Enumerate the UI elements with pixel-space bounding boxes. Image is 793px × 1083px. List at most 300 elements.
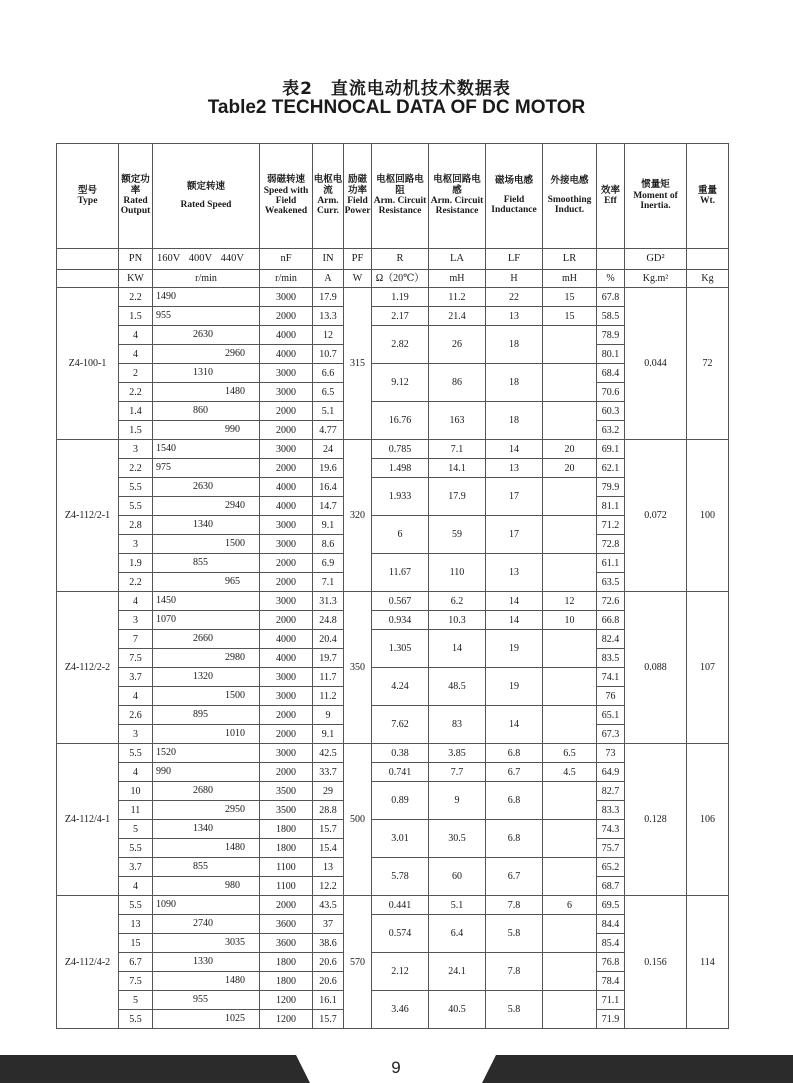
field-weakened-speed-cell: 1100	[260, 877, 313, 896]
field-weakened-speed-cell: 1800	[260, 839, 313, 858]
rated-output-cell: 3	[119, 611, 153, 630]
page-number: 9	[391, 1058, 401, 1077]
field-weakened-speed-cell: 3000	[260, 516, 313, 535]
efficiency-cell: 73	[597, 744, 625, 763]
efficiency-cell: 84.4	[597, 915, 625, 934]
unit-weak-speed: r/min	[260, 270, 313, 288]
rated-speed-value: 1090	[156, 899, 176, 910]
smoothing-inductance-cell	[543, 991, 597, 1029]
motor-type-cell: Z4-112/4-1	[57, 744, 119, 896]
header-efficiency: 效率 Eff	[597, 144, 625, 249]
arm-resistance-cell: 2.82	[372, 326, 429, 364]
header-field-power: 励磁功率 Field Power	[344, 144, 372, 249]
header-arm-circuit-resistance: 电枢回路电阻 Arm. Circuit Resistance	[372, 144, 429, 249]
rated-speed-value: 965	[225, 576, 240, 587]
rated-speed-value: 1520	[156, 747, 176, 758]
arm-inductance-cell: 6.4	[429, 915, 486, 953]
efficiency-cell: 78.9	[597, 326, 625, 345]
field-weakened-speed-cell: 1800	[260, 972, 313, 991]
arm-inductance-cell: 26	[429, 326, 486, 364]
field-weakened-speed-cell: 2000	[260, 896, 313, 915]
header-row	[57, 144, 729, 249]
armature-current-cell: 20.4	[313, 630, 344, 649]
header-type: 型号 Type	[57, 144, 119, 249]
rated-output-cell: 3.7	[119, 858, 153, 877]
armature-current-cell: 6.5	[313, 383, 344, 402]
efficiency-cell: 74.3	[597, 820, 625, 839]
motor-type-cell: Z4-112/2-1	[57, 440, 119, 592]
armature-current-cell: 37	[313, 915, 344, 934]
arm-inductance-cell: 163	[429, 402, 486, 440]
arm-inductance-cell: 6.2	[429, 592, 486, 611]
armature-current-cell: 12	[313, 326, 344, 345]
field-inductance-cell: 14	[486, 706, 543, 744]
smoothing-inductance-cell: 6.5	[543, 744, 597, 763]
armature-current-cell: 19.6	[313, 459, 344, 478]
field-weakened-speed-cell: 4000	[260, 497, 313, 516]
rated-speed-cell	[153, 896, 260, 915]
header-speed-field-weakened: 弱磁转速 Speed with Field Weakened	[260, 144, 313, 249]
rated-speed-value: 2630	[193, 481, 213, 492]
rated-speed-cell	[153, 554, 260, 573]
symbol-row	[57, 249, 729, 270]
arm-inductance-cell: 40.5	[429, 991, 486, 1029]
rated-speed-value: 2960	[225, 348, 245, 359]
arm-resistance-cell: 1.19	[372, 288, 429, 307]
header-moment-of-inertia: 惯量矩 Moment of Inertia.	[625, 144, 687, 249]
rated-output-cell: 5.5	[119, 497, 153, 516]
field-weakened-speed-cell: 2000	[260, 307, 313, 326]
arm-inductance-cell: 17.9	[429, 478, 486, 516]
rated-speed-value: 975	[156, 462, 171, 473]
smoothing-inductance-cell	[543, 820, 597, 858]
field-weakened-speed-cell: 3600	[260, 915, 313, 934]
armature-current-cell: 9.1	[313, 516, 344, 535]
rated-output-cell: 13	[119, 915, 153, 934]
arm-inductance-cell: 48.5	[429, 668, 486, 706]
smoothing-inductance-cell: 10	[543, 611, 597, 630]
table-row	[57, 592, 729, 611]
smoothing-inductance-cell: 20	[543, 459, 597, 478]
moment-of-inertia-cell: 0.072	[625, 440, 687, 592]
arm-resistance-cell: 1.933	[372, 478, 429, 516]
field-inductance-cell: 6.7	[486, 858, 543, 896]
rated-speed-value: 2630	[193, 329, 213, 340]
field-weakened-speed-cell: 3000	[260, 668, 313, 687]
symbol-pn: PN	[119, 249, 153, 270]
smoothing-inductance-cell	[543, 630, 597, 668]
field-weakened-speed-cell: 4000	[260, 478, 313, 497]
header-rated-speed: 额定转速 Rated Speed	[153, 144, 260, 249]
rated-speed-value: 855	[193, 861, 208, 872]
field-weakened-speed-cell: 2000	[260, 573, 313, 592]
arm-resistance-cell: 0.741	[372, 763, 429, 782]
field-weakened-speed-cell: 2000	[260, 725, 313, 744]
efficiency-cell: 78.4	[597, 972, 625, 991]
rated-speed-cell	[153, 497, 260, 516]
field-inductance-cell: 6.8	[486, 744, 543, 763]
efficiency-cell: 70.6	[597, 383, 625, 402]
rated-speed-cell	[153, 744, 260, 763]
arm-resistance-cell: 6	[372, 516, 429, 554]
arm-inductance-cell: 14	[429, 630, 486, 668]
rated-output-cell: 7.5	[119, 972, 153, 991]
field-inductance-cell: 7.8	[486, 953, 543, 991]
rated-output-cell: 5.5	[119, 1010, 153, 1029]
armature-current-cell: 33.7	[313, 763, 344, 782]
rated-output-cell: 4	[119, 763, 153, 782]
rated-output-cell: 4	[119, 877, 153, 896]
rated-speed-cell	[153, 573, 260, 592]
rated-speed-cell	[153, 801, 260, 820]
arm-inductance-cell: 30.5	[429, 820, 486, 858]
field-inductance-cell: 14	[486, 611, 543, 630]
rated-speed-value: 860	[193, 405, 208, 416]
unit-resistance: Ω（20℃）	[372, 270, 429, 288]
smoothing-inductance-cell	[543, 554, 597, 592]
weight-cell: 114	[687, 896, 729, 1029]
rated-output-cell: 4	[119, 345, 153, 364]
field-weakened-speed-cell: 2000	[260, 459, 313, 478]
rated-output-cell: 7	[119, 630, 153, 649]
arm-resistance-cell: 0.574	[372, 915, 429, 953]
field-inductance-cell: 19	[486, 668, 543, 706]
armature-current-cell: 13.3	[313, 307, 344, 326]
rated-speed-value: 1480	[225, 842, 245, 853]
rated-speed-cell	[153, 725, 260, 744]
unit-row	[57, 270, 729, 288]
efficiency-cell: 61.1	[597, 554, 625, 573]
field-inductance-cell: 13	[486, 554, 543, 592]
efficiency-cell: 75.7	[597, 839, 625, 858]
rated-speed-cell	[153, 630, 260, 649]
armature-current-cell: 29	[313, 782, 344, 801]
symbol-voltages: 160V 400V 440V	[153, 249, 260, 270]
rated-output-cell: 15	[119, 934, 153, 953]
rated-output-cell: 11	[119, 801, 153, 820]
arm-inductance-cell: 86	[429, 364, 486, 402]
rated-speed-value: 2940	[225, 500, 245, 511]
armature-current-cell: 31.3	[313, 592, 344, 611]
smoothing-inductance-cell	[543, 478, 597, 516]
arm-inductance-cell: 5.1	[429, 896, 486, 915]
rated-speed-value: 1070	[156, 614, 176, 625]
field-weakened-speed-cell: 1800	[260, 820, 313, 839]
armature-current-cell: 20.6	[313, 972, 344, 991]
field-weakened-speed-cell: 4000	[260, 345, 313, 364]
armature-current-cell: 16.1	[313, 991, 344, 1010]
efficiency-cell: 76	[597, 687, 625, 706]
header-arm-current: 电枢电流 Arm. Curr.	[313, 144, 344, 249]
smoothing-inductance-cell	[543, 326, 597, 364]
field-inductance-cell: 6.8	[486, 782, 543, 820]
page-title-english: Table2 TECHNOCAL DATA OF DC MOTOR	[207, 97, 586, 118]
armature-current-cell: 17.9	[313, 288, 344, 307]
rated-speed-cell	[153, 440, 260, 459]
smoothing-inductance-cell	[543, 953, 597, 991]
symbol-r: R	[372, 249, 429, 270]
arm-resistance-cell: 1.498	[372, 459, 429, 478]
rated-speed-value: 990	[225, 424, 240, 435]
field-power-cell: 570	[344, 896, 372, 1029]
field-inductance-cell: 7.8	[486, 896, 543, 915]
field-weakened-speed-cell: 3000	[260, 440, 313, 459]
arm-inductance-cell: 14.1	[429, 459, 486, 478]
rated-output-cell: 4	[119, 687, 153, 706]
unit-speed: r/min	[153, 270, 260, 288]
efficiency-cell: 65.2	[597, 858, 625, 877]
smoothing-inductance-cell	[543, 364, 597, 402]
rated-speed-cell	[153, 782, 260, 801]
field-weakened-speed-cell: 2000	[260, 763, 313, 782]
rated-speed-value: 1500	[225, 538, 245, 549]
arm-resistance-cell: 3.01	[372, 820, 429, 858]
field-weakened-speed-cell: 3000	[260, 744, 313, 763]
rated-output-cell: 2.2	[119, 383, 153, 402]
rated-speed-cell	[153, 535, 260, 554]
field-weakened-speed-cell: 3000	[260, 364, 313, 383]
rated-speed-value: 3035	[225, 937, 245, 948]
rated-speed-value: 1340	[193, 519, 213, 530]
rated-speed-value: 955	[156, 310, 171, 321]
rated-speed-value: 1010	[225, 728, 245, 739]
efficiency-cell: 68.4	[597, 364, 625, 383]
rated-speed-value: 990	[156, 766, 171, 777]
rated-speed-value: 2680	[193, 785, 213, 796]
unit-power: W	[344, 270, 372, 288]
rated-speed-value: 1330	[193, 956, 213, 967]
rated-output-cell: 2.6	[119, 706, 153, 725]
rated-output-cell: 2.2	[119, 288, 153, 307]
weight-cell: 107	[687, 592, 729, 744]
table-row	[57, 744, 729, 763]
armature-current-cell: 12.2	[313, 877, 344, 896]
rated-output-cell: 1.9	[119, 554, 153, 573]
arm-resistance-cell: 0.38	[372, 744, 429, 763]
efficiency-cell: 79.9	[597, 478, 625, 497]
header-field-inductance: 磁场电感 Field Inductance	[486, 144, 543, 249]
rated-speed-value: 955	[193, 994, 208, 1005]
armature-current-cell: 19.7	[313, 649, 344, 668]
efficiency-cell: 72.6	[597, 592, 625, 611]
rated-output-cell: 2.2	[119, 573, 153, 592]
rated-speed-cell	[153, 706, 260, 725]
armature-current-cell: 8.6	[313, 535, 344, 554]
rated-speed-cell	[153, 307, 260, 326]
motor-type-cell: Z4-112/2-2	[57, 592, 119, 744]
armature-current-cell: 20.6	[313, 953, 344, 972]
field-weakened-speed-cell: 1200	[260, 991, 313, 1010]
smoothing-inductance-cell: 4.5	[543, 763, 597, 782]
armature-current-cell: 11.2	[313, 687, 344, 706]
rated-output-cell: 2	[119, 364, 153, 383]
arm-inductance-cell: 24.1	[429, 953, 486, 991]
rated-output-cell: 3.7	[119, 668, 153, 687]
unit-efficiency: %	[597, 270, 625, 288]
field-inductance-cell: 19	[486, 630, 543, 668]
rated-output-cell: 2.8	[119, 516, 153, 535]
field-weakened-speed-cell: 3000	[260, 687, 313, 706]
armature-current-cell: 6.6	[313, 364, 344, 383]
smoothing-inductance-cell: 15	[543, 307, 597, 326]
page-title-chinese: 表2 直流电动机技术数据表	[282, 79, 511, 99]
weight-cell: 72	[687, 288, 729, 440]
rated-output-cell: 3	[119, 535, 153, 554]
field-inductance-cell: 17	[486, 478, 543, 516]
rated-speed-value: 1025	[225, 1013, 245, 1024]
field-weakened-speed-cell: 4000	[260, 649, 313, 668]
arm-resistance-cell: 2.12	[372, 953, 429, 991]
armature-current-cell: 14.7	[313, 497, 344, 516]
arm-resistance-cell: 9.12	[372, 364, 429, 402]
efficiency-cell: 66.8	[597, 611, 625, 630]
arm-resistance-cell: 11.67	[372, 554, 429, 592]
rated-output-cell: 5	[119, 991, 153, 1010]
rated-speed-cell	[153, 953, 260, 972]
field-weakened-speed-cell: 3600	[260, 934, 313, 953]
armature-current-cell: 10.7	[313, 345, 344, 364]
rated-speed-cell	[153, 402, 260, 421]
header-smoothing-inductance: 外接电感 Smoothing Induct.	[543, 144, 597, 249]
symbol-lf: LF	[486, 249, 543, 270]
field-inductance-cell: 6.8	[486, 820, 543, 858]
field-inductance-cell: 13	[486, 307, 543, 326]
rated-speed-cell	[153, 668, 260, 687]
header-arm-circuit-inductance: 电枢回路电感 Arm. Circuit Resistance	[429, 144, 486, 249]
field-inductance-cell: 18	[486, 326, 543, 364]
rated-output-cell: 3	[119, 440, 153, 459]
rated-output-cell: 7.5	[119, 649, 153, 668]
arm-inductance-cell: 10.3	[429, 611, 486, 630]
smoothing-inductance-cell: 6	[543, 896, 597, 915]
rated-speed-value: 1340	[193, 823, 213, 834]
arm-resistance-cell: 0.785	[372, 440, 429, 459]
efficiency-cell: 67.8	[597, 288, 625, 307]
efficiency-cell: 71.1	[597, 991, 625, 1010]
rated-speed-value: 1310	[193, 367, 213, 378]
rated-output-cell: 6.7	[119, 953, 153, 972]
field-weakened-speed-cell: 3000	[260, 288, 313, 307]
rated-speed-cell	[153, 858, 260, 877]
arm-inductance-cell: 7.1	[429, 440, 486, 459]
arm-resistance-cell: 3.46	[372, 991, 429, 1029]
field-inductance-cell: 18	[486, 364, 543, 402]
moment-of-inertia-cell: 0.156	[625, 896, 687, 1029]
rated-speed-cell	[153, 516, 260, 535]
efficiency-cell: 85.4	[597, 934, 625, 953]
field-inductance-cell: 5.8	[486, 991, 543, 1029]
efficiency-cell: 60.3	[597, 402, 625, 421]
field-inductance-cell: 18	[486, 402, 543, 440]
efficiency-cell: 65.1	[597, 706, 625, 725]
rated-speed-cell	[153, 459, 260, 478]
smoothing-inductance-cell	[543, 402, 597, 440]
arm-inductance-cell: 9	[429, 782, 486, 820]
rated-output-cell: 5.5	[119, 478, 153, 497]
smoothing-inductance-cell: 15	[543, 288, 597, 307]
armature-current-cell: 9	[313, 706, 344, 725]
unit-kw: KW	[119, 270, 153, 288]
armature-current-cell: 16.4	[313, 478, 344, 497]
rated-speed-value: 1480	[225, 386, 245, 397]
rated-speed-cell	[153, 839, 260, 858]
arm-resistance-cell: 0.934	[372, 611, 429, 630]
rated-speed-cell	[153, 915, 260, 934]
smoothing-inductance-cell	[543, 915, 597, 953]
motor-data-table	[56, 143, 729, 1029]
symbol-in: IN	[313, 249, 344, 270]
field-weakened-speed-cell: 2000	[260, 554, 313, 573]
header-rated-output: 额定功率 Rated Output	[119, 144, 153, 249]
armature-current-cell: 11.7	[313, 668, 344, 687]
efficiency-cell: 74.1	[597, 668, 625, 687]
rated-output-cell: 1.5	[119, 421, 153, 440]
arm-resistance-cell: 0.441	[372, 896, 429, 915]
rated-output-cell: 5.5	[119, 896, 153, 915]
unit-current: A	[313, 270, 344, 288]
efficiency-cell: 80.1	[597, 345, 625, 364]
rated-speed-value: 1500	[225, 690, 245, 701]
arm-resistance-cell: 0.89	[372, 782, 429, 820]
smoothing-inductance-cell	[543, 516, 597, 554]
field-power-cell: 500	[344, 744, 372, 896]
armature-current-cell: 15.7	[313, 820, 344, 839]
efficiency-cell: 69.5	[597, 896, 625, 915]
rated-speed-value: 1490	[156, 291, 176, 302]
unit-arm-inductance: mH	[429, 270, 486, 288]
armature-current-cell: 43.5	[313, 896, 344, 915]
rated-speed-cell	[153, 478, 260, 497]
field-power-cell: 315	[344, 288, 372, 440]
symbol-pf: PF	[344, 249, 372, 270]
field-weakened-speed-cell: 2000	[260, 421, 313, 440]
field-weakened-speed-cell: 3500	[260, 801, 313, 820]
rated-speed-cell	[153, 345, 260, 364]
armature-current-cell: 9.1	[313, 725, 344, 744]
rated-speed-cell	[153, 820, 260, 839]
arm-inductance-cell: 11.2	[429, 288, 486, 307]
field-weakened-speed-cell: 3000	[260, 383, 313, 402]
smoothing-inductance-cell	[543, 668, 597, 706]
armature-current-cell: 38.6	[313, 934, 344, 953]
armature-current-cell: 28.8	[313, 801, 344, 820]
efficiency-cell: 76.8	[597, 953, 625, 972]
rated-output-cell: 4	[119, 592, 153, 611]
rated-speed-value: 2950	[225, 804, 245, 815]
efficiency-cell: 67.3	[597, 725, 625, 744]
rated-speed-cell	[153, 611, 260, 630]
efficiency-cell: 62.1	[597, 459, 625, 478]
moment-of-inertia-cell: 0.044	[625, 288, 687, 440]
rated-speed-cell	[153, 649, 260, 668]
efficiency-cell: 63.5	[597, 573, 625, 592]
armature-current-cell: 15.4	[313, 839, 344, 858]
armature-current-cell: 15.7	[313, 1010, 344, 1029]
field-power-cell: 320	[344, 440, 372, 592]
field-weakened-speed-cell: 4000	[260, 326, 313, 345]
smoothing-inductance-cell: 12	[543, 592, 597, 611]
rated-speed-cell	[153, 288, 260, 307]
rated-speed-cell	[153, 421, 260, 440]
arm-inductance-cell: 60	[429, 858, 486, 896]
field-inductance-cell: 14	[486, 592, 543, 611]
rated-speed-cell	[153, 877, 260, 896]
rated-speed-cell	[153, 687, 260, 706]
rated-speed-value: 980	[225, 880, 240, 891]
arm-inductance-cell: 110	[429, 554, 486, 592]
field-power-cell: 350	[344, 592, 372, 744]
efficiency-cell: 72.8	[597, 535, 625, 554]
